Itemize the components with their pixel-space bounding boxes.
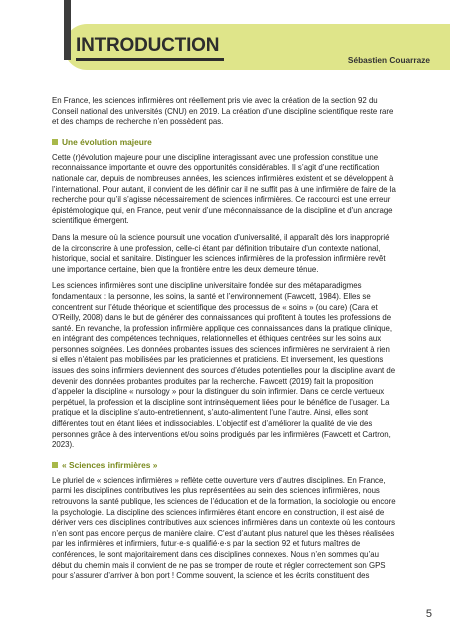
square-bullet-icon xyxy=(52,139,58,145)
square-bullet-icon xyxy=(52,462,58,468)
article-body xyxy=(52,96,397,588)
section-heading-text: Une évolution majeure xyxy=(62,136,152,147)
paragraph: Le pluriel de « sciences infirmières » reflète cette ouverture vers d’autres disciplines. En France, parmi les disciplines contributives les plus représentées au sein des sciences infirmières, nous retrouvons la santé publique, les sciences de l’éducation et de la formation, la sociologie ou encore la psychologie. La discipline des sciences infirmières étant encore en construction, il est aisé de dériver vers ces disciplines contributives aux sciences infirmières dans un contexte où les contours n’en sont pas encore perçus de manière claire. C’est d’autant plus naturel que les thèses réalisées par les infirmières et infirmiers, futur·e·s qualifié·e·s par la section 92 et futurs maîtres de conférences, le sont majoritairement dans ces disciplines connexes. Nous n’en sommes qu’au début du chemin mais il convient de ne pas se tromper de route et régler correctement son GPS pour s’assurer d’arriver à bon port ! Comme souvent, la science et les écrits constituent des xyxy=(52,475,396,581)
paragraph: Dans la mesure où la science poursuit une vocation d’universalité, il apparaît dès lors inapproprié de la circonscrire à une profession, celle-ci étant par définition tributaire d’un contexte national, historique, social et sanitaire. Distinguer les sciences infirmières de la profession infirmière revêt une importance certaine, bien que la frontière entre les deux demeure ténue. xyxy=(52,232,390,274)
author-name: Sébastien Couarraze xyxy=(347,55,430,65)
section-heading-text: « Sciences infirmières » xyxy=(62,459,158,470)
paragraph: Les sciences infirmières sont une discipline universitaire fondée sur des métaparadigmes fondamentaux : la personne, les soins, la santé et l’environnement (Fawcett, 1984). Elles se concentrent sur l’étude théorique et scientifique des processus de « soins » (ou care) (Cara et O’Reilly, 2008) dans le but de générer des connaissances qui profitent à toutes les professions de santé. En revanche, la profession infirmière applique ces connaissances dans la pratique clinique, en intégrant des compétences techniques, relationnelles et éthiques centrées sur les soins aux personnes soignées. Les données probantes issues des sciences infirmières ne serviraient à rien si elles n’étaient pas mobilisées par les praticiennes et praticiens. Et inversement, les questions issues des soins infirmiers deviennent des sources d’études potentielles pour la discipline avant de devenir des données probantes produites par la recherche. Fawcett (2019) fait la proposition d’appeler la discipline « nursology » pour la distinguer du soin infirmier. Dans ce cercle vertueux perpétuel, la profession et la discipline sont intrinsèquement liées pour le bénéfice de l’usager. La pratique et la discipline s’auto-entretiennent, s’auto-alimentent l’une l’autre. Ainsi, elles sont différentes tout en étant liées et indissociables. L’objectif est d’améliorer la qualité de vie des personnes grâce à des interventions et/ou soins prodigués par les infirmières (Fawcett et Cartron, 2023). xyxy=(52,281,396,450)
section-heading-sciences-infirmieres xyxy=(52,460,397,471)
page-title: INTRODUCTION xyxy=(76,35,220,56)
paragraph: Cette (r)évolution majeure pour une discipline interagissant avec une profession constitue une reconnaissance importante et ouvre des opportunités considérables. Il s’agit d’une rectification nationale car, depuis de nombreuses années, les sciences infirmières existent et se développent à l’international. Pour autant, il convient de les définir car il ne suffit pas à une infirmière de faire de la recherche pour qu’il s’agisse nécessairement de sciences infirmières. Ce raccourci est une erreur épistémologique qui, en France, peut venir d’une méconnaissance de la discipline et d’un ancrage scientifique émergent. xyxy=(52,152,396,226)
intro-paragraph: En France, les sciences infirmières ont réellement pris vie avec la création de la section 92 du Conseil national des universités (CNU) en 2019. La création d’une discipline scientifique reste rare et des champs de recherche n’en possèdent pas. xyxy=(52,96,394,127)
title-underline xyxy=(76,58,224,61)
section-heading-evolution xyxy=(52,137,397,148)
header-accent-bar xyxy=(64,0,71,60)
page-number: 5 xyxy=(425,608,432,620)
